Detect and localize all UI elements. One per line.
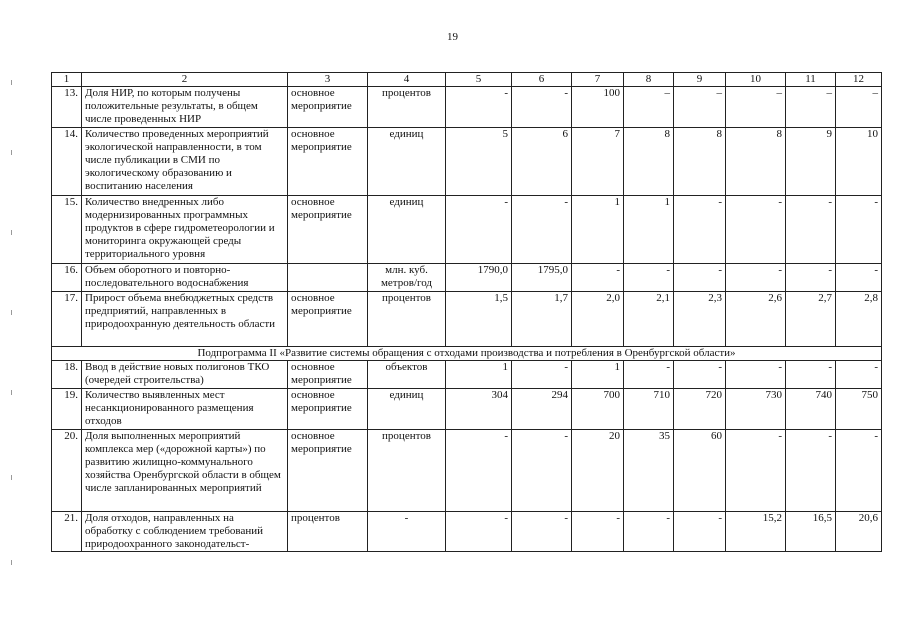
indicator-name: Доля отходов, направленных на обработку с соблюдением требований природоохранного законодательст-	[82, 512, 288, 552]
value-col-5: 5	[446, 128, 512, 196]
table-row	[52, 389, 882, 430]
value-col-9: -	[674, 512, 726, 552]
value-col-11: 2,7	[786, 292, 836, 347]
table-row	[52, 430, 882, 512]
value-col-10: 8	[726, 128, 786, 196]
column-header-4: 4	[368, 73, 446, 87]
value-col-8: 2,1	[624, 292, 674, 347]
value-col-6: -	[512, 361, 572, 389]
value-col-6: -	[512, 430, 572, 512]
indicator-name: Доля НИР, по которым получены положительные результаты, в общем числе проведенных НИР	[82, 87, 288, 128]
subprogram-title: Подпрограмма II «Развитие системы обращения с отходами производства и потребления в Оренбургской области»	[52, 347, 882, 361]
column-header-3: 3	[288, 73, 368, 87]
table-body	[52, 73, 882, 552]
value-col-12: -	[836, 264, 882, 292]
column-header-2: 2	[82, 73, 288, 87]
value-col-10: -	[726, 430, 786, 512]
row-number: 21.	[52, 512, 82, 552]
value-col-9: 720	[674, 389, 726, 430]
value-col-8: 35	[624, 430, 674, 512]
value-col-10: -	[726, 264, 786, 292]
unit-of-measure: единиц	[368, 389, 446, 430]
column-header-6: 6	[512, 73, 572, 87]
value-col-8: 8	[624, 128, 674, 196]
value-col-8: -	[624, 512, 674, 552]
value-col-12: -	[836, 361, 882, 389]
value-col-10: 730	[726, 389, 786, 430]
row-number: 20.	[52, 430, 82, 512]
table-row	[52, 361, 882, 389]
value-col-10: –	[726, 87, 786, 128]
value-col-8: -	[624, 264, 674, 292]
row-number: 18.	[52, 361, 82, 389]
value-col-5: 1,5	[446, 292, 512, 347]
scan-margin-marks	[11, 80, 15, 600]
value-col-5: 1	[446, 361, 512, 389]
unit-of-measure: процентов	[368, 292, 446, 347]
value-col-11: 9	[786, 128, 836, 196]
column-header-11: 11	[786, 73, 836, 87]
value-col-9: -	[674, 196, 726, 264]
subprogram-row	[52, 347, 882, 361]
value-col-9: -	[674, 361, 726, 389]
page-number: 19	[447, 31, 458, 43]
value-col-7: 1	[572, 361, 624, 389]
value-col-7: 2,0	[572, 292, 624, 347]
table-row	[52, 292, 882, 347]
value-col-7: 1	[572, 196, 624, 264]
value-col-8: 1	[624, 196, 674, 264]
value-col-6: -	[512, 196, 572, 264]
indicator-type: основное мероприятие	[288, 128, 368, 196]
value-col-5: -	[446, 512, 512, 552]
unit-of-measure: объектов	[368, 361, 446, 389]
value-col-9: 2,3	[674, 292, 726, 347]
value-col-9: 60	[674, 430, 726, 512]
value-col-5: 1790,0	[446, 264, 512, 292]
indicators-table	[51, 72, 882, 552]
indicator-type	[288, 264, 368, 292]
row-number: 15.	[52, 196, 82, 264]
value-col-10: 15,2	[726, 512, 786, 552]
indicator-name: Прирост объема внебюджетных средств предприятий, направленных в природоохранную деятельность области	[82, 292, 288, 347]
value-col-12: 2,8	[836, 292, 882, 347]
value-col-12: -	[836, 196, 882, 264]
column-header-10: 10	[726, 73, 786, 87]
row-number: 13.	[52, 87, 82, 128]
column-header-7: 7	[572, 73, 624, 87]
value-col-6: -	[512, 512, 572, 552]
value-col-7: -	[572, 512, 624, 552]
indicator-type: основное мероприятие	[288, 430, 368, 512]
value-col-6: -	[512, 87, 572, 128]
row-number: 14.	[52, 128, 82, 196]
value-col-10: -	[726, 196, 786, 264]
value-col-10: -	[726, 361, 786, 389]
value-col-5: -	[446, 430, 512, 512]
unit-of-measure: млн. куб. метров/год	[368, 264, 446, 292]
row-number: 16.	[52, 264, 82, 292]
column-header-8: 8	[624, 73, 674, 87]
value-col-11: -	[786, 361, 836, 389]
value-col-12: -	[836, 430, 882, 512]
indicator-name: Количество проведенных мероприятий экологической направленности, в том числе публикации в СМИ по экологическому образованию и воспитанию населения	[82, 128, 288, 196]
row-number: 19.	[52, 389, 82, 430]
table-row	[52, 512, 882, 552]
value-col-11: -	[786, 430, 836, 512]
value-col-7: 100	[572, 87, 624, 128]
value-col-9: -	[674, 264, 726, 292]
value-col-7: 20	[572, 430, 624, 512]
value-col-12: 750	[836, 389, 882, 430]
value-col-7: 700	[572, 389, 624, 430]
value-col-5: -	[446, 196, 512, 264]
indicator-type: основное мероприятие	[288, 389, 368, 430]
indicator-name: Количество выявленных мест несанкционированного размещения отходов	[82, 389, 288, 430]
value-col-5: 304	[446, 389, 512, 430]
value-col-9: 8	[674, 128, 726, 196]
column-header-5: 5	[446, 73, 512, 87]
value-col-6: 294	[512, 389, 572, 430]
value-col-12: 20,6	[836, 512, 882, 552]
value-col-6: 1795,0	[512, 264, 572, 292]
value-col-6: 6	[512, 128, 572, 196]
value-col-11: -	[786, 196, 836, 264]
value-col-7: -	[572, 264, 624, 292]
value-col-8: –	[624, 87, 674, 128]
table-row	[52, 196, 882, 264]
indicator-type: основное мероприятие	[288, 292, 368, 347]
unit-of-measure: процентов	[368, 430, 446, 512]
indicator-name: Ввод в действие новых полигонов ТКО (очередей строительства)	[82, 361, 288, 389]
value-col-11: –	[786, 87, 836, 128]
table-row	[52, 264, 882, 292]
value-col-11: -	[786, 264, 836, 292]
column-header-12: 12	[836, 73, 882, 87]
indicator-type: основное мероприятие	[288, 87, 368, 128]
value-col-8: 710	[624, 389, 674, 430]
value-col-12: 10	[836, 128, 882, 196]
column-header-1: 1	[52, 73, 82, 87]
value-col-10: 2,6	[726, 292, 786, 347]
value-col-7: 7	[572, 128, 624, 196]
indicator-name: Количество внедренных либо модернизированных программных продуктов в сфере гидрометеорологии и мониторинга окружающей среды территориального уровня	[82, 196, 288, 264]
value-col-8: -	[624, 361, 674, 389]
unit-of-measure: единиц	[368, 128, 446, 196]
value-col-6: 1,7	[512, 292, 572, 347]
table-row	[52, 87, 882, 128]
value-col-12: –	[836, 87, 882, 128]
value-col-11: 740	[786, 389, 836, 430]
unit-of-measure: процентов	[368, 87, 446, 128]
unit-of-measure: -	[368, 512, 446, 552]
indicator-type: основное мероприятие	[288, 361, 368, 389]
value-col-9: –	[674, 87, 726, 128]
table-header-row	[52, 73, 882, 87]
indicator-type: основное мероприятие	[288, 196, 368, 264]
value-col-11: 16,5	[786, 512, 836, 552]
table-row	[52, 128, 882, 196]
unit-of-measure: единиц	[368, 196, 446, 264]
indicator-name: Доля выполненных мероприятий комплекса мер («дорожной карты») по развитию жилищно-коммунального хозяйства Оренбургской области в общем числе запланированных мероприятий	[82, 430, 288, 512]
indicator-name: Объем оборотного и повторно-последовательного водоснабжения	[82, 264, 288, 292]
value-col-5: -	[446, 87, 512, 128]
row-number: 17.	[52, 292, 82, 347]
column-header-9: 9	[674, 73, 726, 87]
indicator-type: процентов	[288, 512, 368, 552]
